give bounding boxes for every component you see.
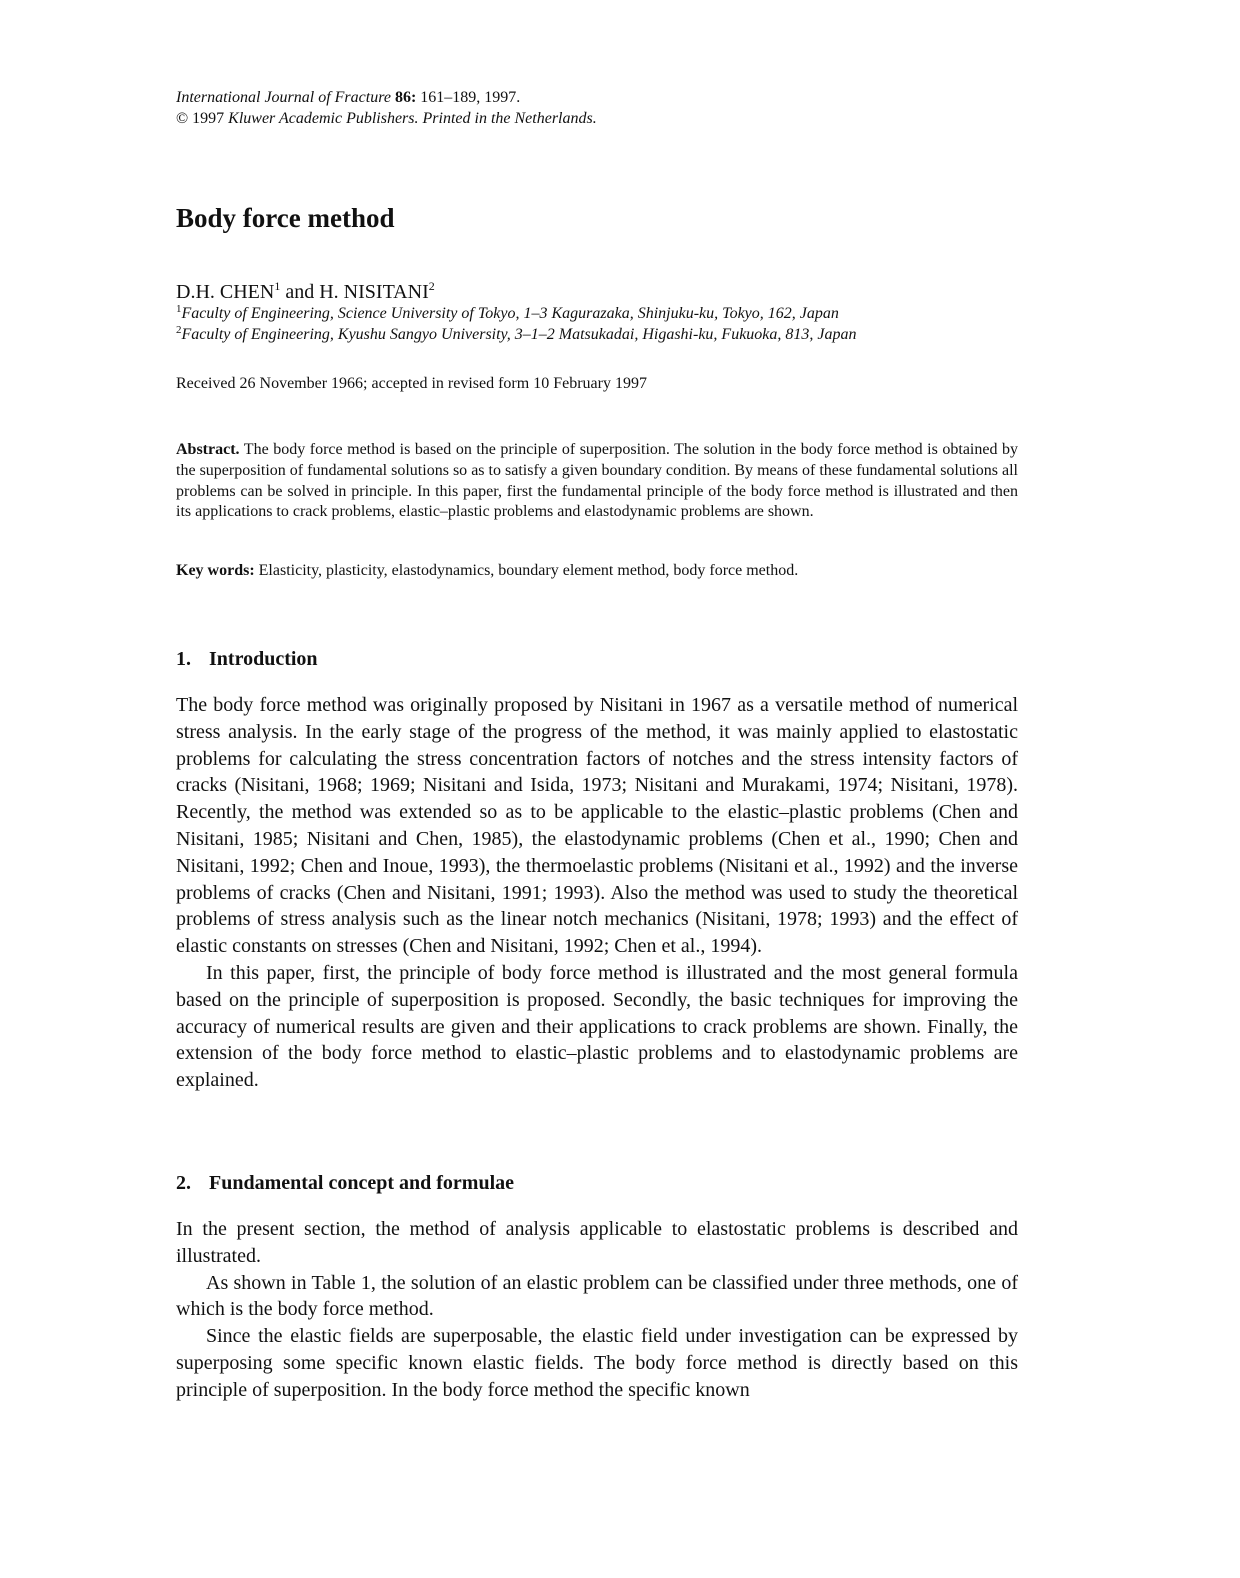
paragraph: Since the elastic fields are superposable, the elastic field under investigation can be expressed by superposing some specific known elastic fields. The body force method is directly based on this principle of superposition. In the body force method the specific known: [176, 1325, 1018, 1401]
author-name: H. NISITANI: [319, 281, 429, 303]
copyright-icon: ©: [176, 110, 189, 127]
section-number: 2.: [176, 1172, 191, 1194]
author-list: [176, 278, 435, 306]
affiliation: [176, 304, 839, 324]
section-title: Introduction: [209, 648, 318, 670]
section-title: Fundamental concept and formulae: [209, 1172, 514, 1194]
author-name: D.H. CHEN: [176, 281, 275, 303]
section-body: [176, 692, 1018, 1094]
abstract: [176, 440, 1018, 523]
publisher-note: Kluwer Academic Publishers. Printed in the Netherlands.: [228, 110, 597, 127]
journal-citation: [176, 88, 520, 108]
section-heading: [176, 1170, 514, 1196]
section-number: 1.: [176, 648, 191, 670]
affiliation-marker: 2: [428, 279, 435, 293]
paragraph: As shown in Table 1, the solution of an elastic problem can be classified under three methods, one of which is the body force method.: [176, 1271, 1018, 1321]
abstract-text: The body force method is based on the principle of superposition. The solution in the body force method is obtained by the superposition of fundamental solutions so as to satisfy a given boundary condition. By means of these fundamental solutions all problems can be solved in principle. In this paper, first the fundamental principle of the body force method is illustrated and then its applications to crack problems, elastic–plastic problems and elastodynamic problems are shown.: [176, 441, 1018, 521]
copyright-line: [176, 109, 597, 129]
keywords-label: Key words:: [176, 562, 255, 579]
abstract-label: Abstract.: [176, 441, 240, 458]
affiliation-text: Faculty of Engineering, Kyushu Sangyo University, 3–1–2 Matsukadai, Higashi-ku, Fukuoka, 813, Japan: [181, 326, 857, 343]
journal-pages-year: 161–189, 1997.: [420, 89, 521, 106]
paper-title: Body force method: [176, 203, 395, 233]
affiliation-text: Faculty of Engineering, Science University of Tokyo, 1–3 Kagurazaka, Shinjuku-ku, Tokyo, 162, Japan: [181, 305, 839, 322]
keywords: [176, 561, 798, 581]
keywords-text: Elasticity, plasticity, elastodynamics, boundary element method, body force method.: [258, 562, 799, 579]
received-dates: Received 26 November 1966; accepted in revised form 10 February 1997: [176, 375, 647, 392]
copyright-year: 1997: [192, 110, 225, 127]
affiliation-marker: 1: [274, 279, 281, 293]
affiliation: [176, 325, 857, 345]
author-conjunction: and: [285, 281, 315, 303]
affiliation-marker: 2: [176, 324, 182, 336]
journal-volume: 86:: [394, 89, 417, 106]
paragraph: In this paper, first, the principle of body force method is illustrated and the most general formula based on the principle of superposition is proposed. Secondly, the basic techniques for improving the accuracy of numerical results are given and their applications to crack problems are shown. Finally, the extension of the body force method to elastic–plastic problems and to elastodynamic problems are explained.: [176, 961, 1018, 1092]
affiliation-marker: 1: [176, 303, 182, 315]
paragraph: In the present section, the method of analysis applicable to elastostatic problems is described and illustrated.: [176, 1218, 1018, 1267]
journal-name: International Journal of Fracture: [176, 89, 391, 106]
section-heading: [176, 646, 318, 672]
paragraph: The body force method was originally proposed by Nisitani in 1967 as a versatile method of numerical stress analysis. In the early stage of the progress of the method, it was mainly applied to elastostatic problems for calculating the stress concentration factors of notches and the stress intensity factors of cracks (Nisitani, 1968; 1969; Nisitani and Isida, 1973; Nisitani and Murakami, 1974; Nisitani, 1978). Recently, the method was extended so as to be applicable to the elastic–plastic problems (Chen and Nisitani, 1985; Nisitani and Chen, 1985), the elastodynamic problems (Chen et al., 1990; Chen and Nisitani, 1992; Chen and Inoue, 1993), the thermoelastic problems (Nisitani et al., 1992) and the inverse problems of cracks (Chen and Nisitani, 1991; 1993). Also the method was used to study the theoretical problems of stress analysis such as the linear notch mechanics (Nisitani, 1978; 1993) and the effect of elastic constants on stresses (Chen and Nisitani, 1992; Chen et al., 1994).: [176, 694, 1018, 958]
section-body: [176, 1216, 1018, 1404]
